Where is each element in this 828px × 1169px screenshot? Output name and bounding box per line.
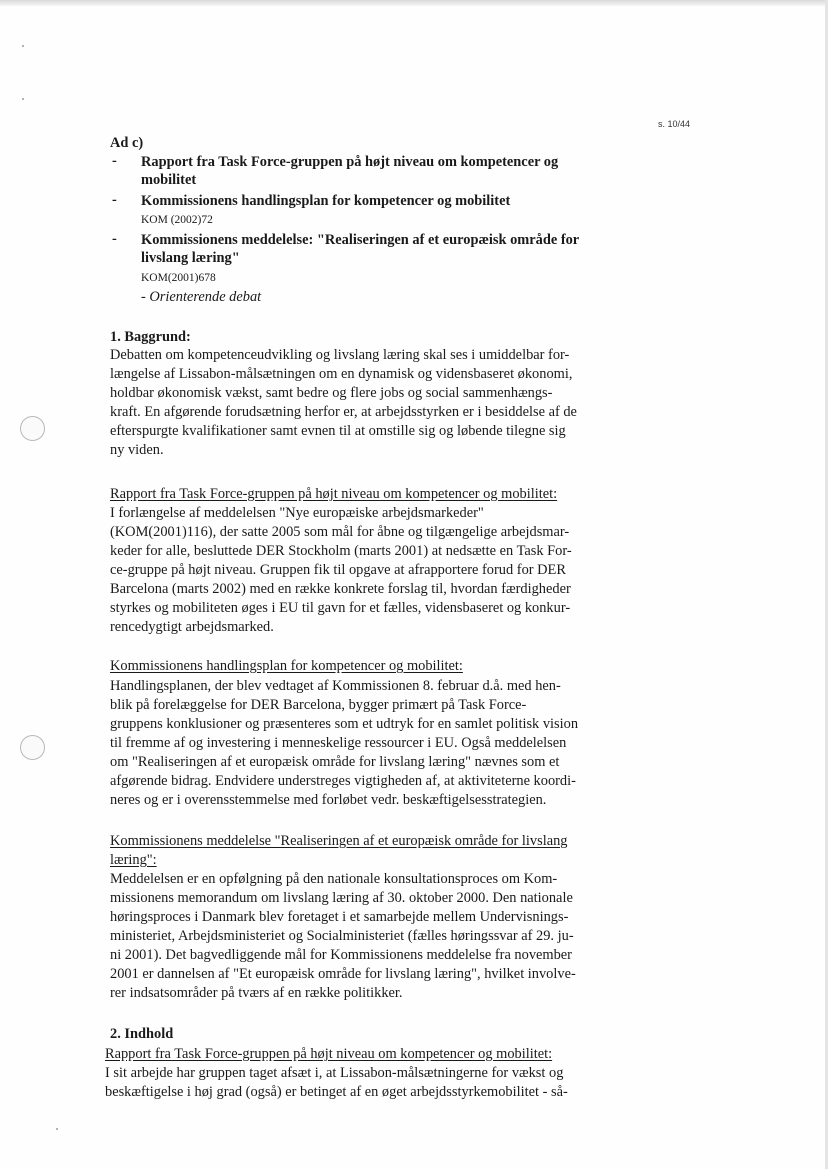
agenda-item-2-ref: KOM (2002)72 [141, 214, 213, 226]
body-line: gruppens konklusioner og præsenteres som et udtryk for en samlet politisk vision [110, 716, 579, 732]
agenda-item-3-line-1: Kommissionens meddelelse: "Realiseringen af et europæisk område for [141, 232, 580, 248]
scan-speck [22, 98, 24, 100]
meddelelse-heading-line-2: læring": [110, 852, 157, 868]
body-line: I forlængelse af meddelelsen "Nye europæiske arbejdsmarkeder" [110, 505, 484, 521]
body-line: Handlingsplanen, der blev vedtaget af Kommissionen 8. februar d.å. med hen- [110, 678, 561, 694]
body-line: Debatten om kompetenceudvikling og livslang læring skal ses i umiddelbar for- [110, 347, 570, 363]
body-line: afgørende bidrag. Endvidere understreges vigtigheden af, at aktiviteterne koordi- [110, 773, 576, 789]
scan-top-edge [0, 0, 828, 6]
body-line: blik på forelæggelse for DER Barcelona, bygger primært på Task Force- [110, 697, 527, 713]
agenda-item-2-line-1: Kommissionens handlingsplan for kompetencer og mobilitet [141, 193, 511, 209]
agenda-item-1-line-2: mobilitet [141, 172, 197, 188]
body-line: missionens memorandum om livslang læring af 30. oktober 2000. Den nationale [110, 890, 573, 906]
body-line: længelse af Lissabon-målsætningen om en dynamisk og vidensbaseret økonomi, [110, 366, 573, 382]
bullet-dash: - [112, 192, 117, 208]
agenda-note: - Orienterende debat [141, 289, 262, 305]
agenda-item-3-line-2: livslang læring" [141, 250, 240, 266]
agenda-item-1-line-1: Rapport fra Task Force-gruppen på højt niveau om kompetencer og [141, 154, 559, 170]
body-line: keder for alle, besluttede DER Stockholm (marts 2001) at nedsætte en Task For- [110, 543, 572, 559]
body-line: rer indsatsområder på tværs af en række politikker. [110, 985, 403, 1001]
body-line: kraft. En afgørende forudsætning herfor er, at arbejdsstyrken er i besiddelse af de [110, 404, 577, 420]
punch-hole [20, 735, 45, 760]
agenda-heading: Ad c) [110, 135, 144, 151]
body-line: ny viden. [110, 442, 164, 458]
body-line: 2001 er dannelsen af "Et europæisk område for livslang læring", hvilket involve- [110, 966, 576, 982]
scan-speck [22, 45, 24, 47]
body-line: I sit arbejde har gruppen taget afsæt i, at Lissabon-målsætningerne for vækst og [105, 1065, 564, 1081]
body-line: høringsproces i Danmark blev foretaget i et samarbejde mellem Undervisnings- [110, 909, 569, 925]
body-line: efterspurgte kvalifikationer samt evnen til at omstille sig og løbende tilegne sig [110, 423, 566, 439]
agenda-item-3-ref: KOM(2001)678 [141, 272, 216, 284]
body-line: Barcelona (marts 2002) med en række konkrete forslag til, hvordan færdigheder [110, 581, 571, 597]
body-line: styrkes og mobiliteten øges i EU til gavn for et fælles, vidensbaseret og konkur- [110, 600, 571, 616]
bullet-dash: - [112, 231, 117, 247]
section-1-heading: 1. Baggrund: [110, 329, 191, 345]
page-number: s. 10/44 [658, 119, 691, 129]
body-line: holdbar økonomisk vækst, samt bedre og flere jobs og social sammenhængs- [110, 385, 553, 401]
handlingsplan-heading: Kommissionens handlingsplan for kompetencer og mobilitet: [110, 658, 463, 674]
body-line: om "Realiseringen af et europæisk område for livslang læring" nævnes som et [110, 754, 560, 770]
body-line: rencedygtigt arbejdsmarked. [110, 619, 274, 635]
bullet-dash: - [112, 153, 117, 169]
meddelelse-heading-line-1: Kommissionens meddelelse "Realiseringen af et europæisk område for livslang [110, 833, 568, 849]
body-line: til fremme af og investering i menneskelige ressourcer i EU. Også meddelelsen [110, 735, 567, 751]
taskforce-heading: Rapport fra Task Force-gruppen på højt niveau om kompetencer og mobilitet: [110, 486, 558, 502]
body-line: beskæftigelse i høj grad (også) er betinget af en øget arbejdsstyrkemobilitet - så- [105, 1084, 568, 1100]
body-line: neres og er i overensstemmelse med forløbet vedr. beskæftigelsesstrategien. [110, 792, 547, 808]
body-line: ce-gruppe på højt niveau. Gruppen fik til opgave at afrapportere forud for DER [110, 562, 566, 578]
section-2-subheading: Rapport fra Task Force-gruppen på højt niveau om kompetencer og mobilitet: [105, 1046, 553, 1062]
body-line: ministeriet, Arbejdsministeriet og Socialministeriet (fælles høringssvar af 29. ju- [110, 928, 574, 944]
punch-hole [20, 416, 45, 441]
section-2-heading: 2. Indhold [110, 1026, 174, 1042]
scan-speck [56, 1128, 58, 1130]
body-line: (KOM(2001)116), der satte 2005 som mål for åbne og tilgængelige arbejdsmar- [110, 524, 570, 540]
body-line: Meddelelsen er en opfølgning på den nationale konsultationsproces om Kom- [110, 871, 558, 887]
body-line: ni 2001). Det bagvedliggende mål for Kommissionens meddelelse fra november [110, 947, 572, 963]
